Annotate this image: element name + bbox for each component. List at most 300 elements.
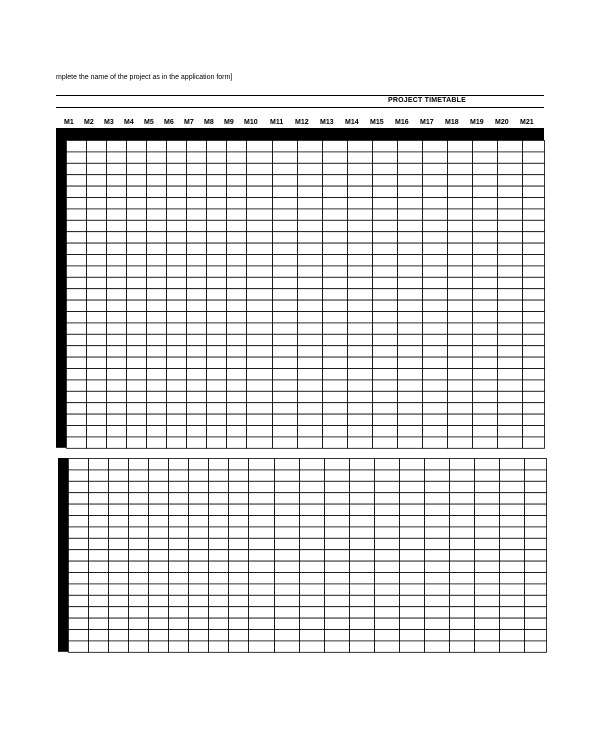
section-1-cell[interactable] bbox=[107, 312, 127, 323]
section-1-cell[interactable] bbox=[87, 266, 107, 277]
section-2-cell[interactable] bbox=[350, 504, 375, 515]
section-2-cell[interactable] bbox=[375, 573, 400, 584]
section-1-cell[interactable] bbox=[298, 175, 323, 186]
section-1-cell[interactable] bbox=[247, 232, 273, 243]
section-2-cell[interactable] bbox=[129, 481, 149, 492]
section-1-cell[interactable] bbox=[67, 346, 87, 357]
section-1-cell[interactable] bbox=[298, 357, 323, 368]
section-2-cell[interactable] bbox=[229, 618, 249, 629]
section-1-cell[interactable] bbox=[127, 277, 147, 288]
section-2-cell[interactable] bbox=[450, 607, 475, 618]
section-1-cell[interactable] bbox=[147, 414, 167, 425]
section-1-cell[interactable] bbox=[398, 232, 423, 243]
section-2-cell[interactable] bbox=[400, 481, 425, 492]
section-1-cell[interactable] bbox=[298, 163, 323, 174]
section-1-cell[interactable] bbox=[523, 323, 545, 334]
section-1-cell[interactable] bbox=[523, 426, 545, 437]
section-1-cell[interactable] bbox=[127, 403, 147, 414]
section-1-cell[interactable] bbox=[167, 243, 187, 254]
section-2-cell[interactable] bbox=[149, 618, 169, 629]
section-1-cell[interactable] bbox=[227, 312, 247, 323]
section-1-cell[interactable] bbox=[207, 426, 227, 437]
section-1-cell[interactable] bbox=[473, 209, 498, 220]
section-1-cell[interactable] bbox=[448, 141, 473, 152]
section-1-cell[interactable] bbox=[227, 266, 247, 277]
section-1-cell[interactable] bbox=[87, 163, 107, 174]
section-2-cell[interactable] bbox=[500, 561, 525, 572]
section-2-cell[interactable] bbox=[129, 573, 149, 584]
section-1-cell[interactable] bbox=[423, 391, 448, 402]
section-2-cell[interactable] bbox=[69, 504, 89, 515]
section-1-cell[interactable] bbox=[348, 323, 373, 334]
section-2-cell[interactable] bbox=[109, 493, 129, 504]
section-1-cell[interactable] bbox=[227, 437, 247, 448]
section-1-cell[interactable] bbox=[348, 141, 373, 152]
section-2-cell[interactable] bbox=[300, 584, 325, 595]
section-1-cell[interactable] bbox=[398, 346, 423, 357]
section-1-cell[interactable] bbox=[523, 277, 545, 288]
section-1-cell[interactable] bbox=[473, 220, 498, 231]
section-1-cell[interactable] bbox=[373, 186, 398, 197]
section-1-cell[interactable] bbox=[348, 312, 373, 323]
section-2-cell[interactable] bbox=[229, 538, 249, 549]
section-1-cell[interactable] bbox=[398, 437, 423, 448]
section-1-cell[interactable] bbox=[87, 391, 107, 402]
section-1-cell[interactable] bbox=[227, 198, 247, 209]
section-2-cell[interactable] bbox=[325, 561, 350, 572]
section-2-cell[interactable] bbox=[209, 641, 229, 652]
section-2-cell[interactable] bbox=[375, 618, 400, 629]
section-1-cell[interactable] bbox=[498, 312, 523, 323]
section-1-cell[interactable] bbox=[473, 346, 498, 357]
section-1-cell[interactable] bbox=[187, 232, 207, 243]
section-1-cell[interactable] bbox=[147, 312, 167, 323]
section-2-cell[interactable] bbox=[425, 527, 450, 538]
section-1-cell[interactable] bbox=[67, 163, 87, 174]
section-1-cell[interactable] bbox=[227, 220, 247, 231]
section-1-cell[interactable] bbox=[247, 346, 273, 357]
section-1-cell[interactable] bbox=[373, 312, 398, 323]
section-1-cell[interactable] bbox=[498, 369, 523, 380]
section-2-cell[interactable] bbox=[275, 459, 300, 470]
section-1-cell[interactable] bbox=[87, 346, 107, 357]
section-1-cell[interactable] bbox=[273, 414, 298, 425]
section-1-cell[interactable] bbox=[423, 300, 448, 311]
section-2-cell[interactable] bbox=[425, 493, 450, 504]
section-1-cell[interactable] bbox=[448, 198, 473, 209]
section-1-cell[interactable] bbox=[448, 289, 473, 300]
section-1-cell[interactable] bbox=[227, 152, 247, 163]
section-2-cell[interactable] bbox=[375, 493, 400, 504]
section-2-cell[interactable] bbox=[189, 618, 209, 629]
section-2-cell[interactable] bbox=[450, 470, 475, 481]
section-1-cell[interactable] bbox=[127, 346, 147, 357]
section-1-cell[interactable] bbox=[523, 437, 545, 448]
section-1-cell[interactable] bbox=[107, 414, 127, 425]
section-1-cell[interactable] bbox=[398, 141, 423, 152]
section-2-cell[interactable] bbox=[350, 630, 375, 641]
section-2-cell[interactable] bbox=[275, 641, 300, 652]
section-1-cell[interactable] bbox=[107, 277, 127, 288]
section-1-cell[interactable] bbox=[107, 380, 127, 391]
section-1-cell[interactable] bbox=[247, 266, 273, 277]
section-1-cell[interactable] bbox=[227, 426, 247, 437]
section-1-cell[interactable] bbox=[348, 357, 373, 368]
section-1-cell[interactable] bbox=[147, 369, 167, 380]
section-1-cell[interactable] bbox=[107, 266, 127, 277]
section-2-cell[interactable] bbox=[189, 504, 209, 515]
section-2-cell[interactable] bbox=[249, 538, 275, 549]
section-1-cell[interactable] bbox=[423, 255, 448, 266]
section-2-cell[interactable] bbox=[209, 459, 229, 470]
section-1-cell[interactable] bbox=[373, 209, 398, 220]
section-1-cell[interactable] bbox=[298, 209, 323, 220]
section-1-cell[interactable] bbox=[87, 186, 107, 197]
section-1-cell[interactable] bbox=[127, 323, 147, 334]
section-2-cell[interactable] bbox=[249, 561, 275, 572]
section-1-cell[interactable] bbox=[273, 357, 298, 368]
section-1-cell[interactable] bbox=[348, 346, 373, 357]
section-2-cell[interactable] bbox=[325, 470, 350, 481]
section-2-cell[interactable] bbox=[350, 481, 375, 492]
section-1-cell[interactable] bbox=[107, 163, 127, 174]
section-1-cell[interactable] bbox=[147, 289, 167, 300]
section-2-cell[interactable] bbox=[89, 516, 109, 527]
section-1-cell[interactable] bbox=[87, 198, 107, 209]
section-2-cell[interactable] bbox=[249, 573, 275, 584]
section-2-cell[interactable] bbox=[450, 538, 475, 549]
section-2-cell[interactable] bbox=[149, 630, 169, 641]
section-1-cell[interactable] bbox=[323, 175, 348, 186]
section-2-cell[interactable] bbox=[325, 641, 350, 652]
section-1-cell[interactable] bbox=[107, 141, 127, 152]
section-2-cell[interactable] bbox=[425, 641, 450, 652]
section-2-cell[interactable] bbox=[189, 527, 209, 538]
section-1-cell[interactable] bbox=[147, 357, 167, 368]
section-1-cell[interactable] bbox=[187, 312, 207, 323]
section-1-cell[interactable] bbox=[448, 357, 473, 368]
section-1-cell[interactable] bbox=[523, 186, 545, 197]
section-1-cell[interactable] bbox=[398, 334, 423, 345]
section-1-cell[interactable] bbox=[523, 334, 545, 345]
section-1-cell[interactable] bbox=[107, 243, 127, 254]
section-2-cell[interactable] bbox=[500, 618, 525, 629]
section-2-cell[interactable] bbox=[475, 630, 500, 641]
section-1-cell[interactable] bbox=[348, 198, 373, 209]
section-1-cell[interactable] bbox=[67, 312, 87, 323]
section-1-cell[interactable] bbox=[247, 391, 273, 402]
section-1-cell[interactable] bbox=[348, 369, 373, 380]
section-2-cell[interactable] bbox=[129, 527, 149, 538]
section-1-cell[interactable] bbox=[247, 141, 273, 152]
section-1-cell[interactable] bbox=[373, 266, 398, 277]
section-2-cell[interactable] bbox=[375, 550, 400, 561]
section-2-cell[interactable] bbox=[129, 584, 149, 595]
section-1-cell[interactable] bbox=[167, 369, 187, 380]
section-2-cell[interactable] bbox=[169, 550, 189, 561]
section-1-cell[interactable] bbox=[348, 277, 373, 288]
section-1-cell[interactable] bbox=[423, 243, 448, 254]
section-2-cell[interactable] bbox=[229, 584, 249, 595]
section-1-cell[interactable] bbox=[87, 380, 107, 391]
section-1-cell[interactable] bbox=[348, 163, 373, 174]
section-1-cell[interactable] bbox=[87, 175, 107, 186]
section-1-cell[interactable] bbox=[373, 152, 398, 163]
section-1-cell[interactable] bbox=[107, 369, 127, 380]
section-1-cell[interactable] bbox=[187, 141, 207, 152]
section-1-cell[interactable] bbox=[67, 243, 87, 254]
section-2-cell[interactable] bbox=[149, 584, 169, 595]
section-2-cell[interactable] bbox=[375, 504, 400, 515]
section-1-cell[interactable] bbox=[298, 243, 323, 254]
section-2-cell[interactable] bbox=[525, 550, 547, 561]
section-1-cell[interactable] bbox=[298, 152, 323, 163]
section-2-cell[interactable] bbox=[500, 538, 525, 549]
section-2-cell[interactable] bbox=[475, 459, 500, 470]
section-1-cell[interactable] bbox=[498, 175, 523, 186]
section-1-cell[interactable] bbox=[473, 380, 498, 391]
section-2-cell[interactable] bbox=[275, 481, 300, 492]
section-2-cell[interactable] bbox=[109, 538, 129, 549]
section-1-cell[interactable] bbox=[207, 346, 227, 357]
section-1-cell[interactable] bbox=[498, 357, 523, 368]
section-1-cell[interactable] bbox=[273, 220, 298, 231]
section-2-cell[interactable] bbox=[300, 516, 325, 527]
section-2-cell[interactable] bbox=[249, 618, 275, 629]
section-1-cell[interactable] bbox=[227, 380, 247, 391]
section-1-cell[interactable] bbox=[227, 277, 247, 288]
section-1-cell[interactable] bbox=[187, 300, 207, 311]
section-1-cell[interactable] bbox=[373, 414, 398, 425]
section-2-cell[interactable] bbox=[209, 538, 229, 549]
section-2-cell[interactable] bbox=[375, 516, 400, 527]
section-1-cell[interactable] bbox=[67, 289, 87, 300]
section-1-cell[interactable] bbox=[473, 426, 498, 437]
section-1-cell[interactable] bbox=[87, 277, 107, 288]
section-2-cell[interactable] bbox=[89, 618, 109, 629]
section-1-cell[interactable] bbox=[147, 426, 167, 437]
section-1-cell[interactable] bbox=[498, 391, 523, 402]
section-1-cell[interactable] bbox=[127, 334, 147, 345]
section-2-cell[interactable] bbox=[89, 481, 109, 492]
section-1-cell[interactable] bbox=[298, 255, 323, 266]
section-2-cell[interactable] bbox=[109, 584, 129, 595]
section-1-cell[interactable] bbox=[107, 334, 127, 345]
section-2-cell[interactable] bbox=[500, 595, 525, 606]
section-2-cell[interactable] bbox=[475, 493, 500, 504]
section-1-cell[interactable] bbox=[187, 380, 207, 391]
section-2-cell[interactable] bbox=[525, 538, 547, 549]
section-1-cell[interactable] bbox=[398, 414, 423, 425]
section-1-cell[interactable] bbox=[207, 220, 227, 231]
section-1-cell[interactable] bbox=[273, 277, 298, 288]
section-2-cell[interactable] bbox=[209, 470, 229, 481]
section-2-cell[interactable] bbox=[69, 527, 89, 538]
section-1-cell[interactable] bbox=[523, 175, 545, 186]
section-2-cell[interactable] bbox=[275, 504, 300, 515]
section-1-cell[interactable] bbox=[523, 163, 545, 174]
section-2-cell[interactable] bbox=[350, 516, 375, 527]
section-1-cell[interactable] bbox=[348, 186, 373, 197]
section-2-cell[interactable] bbox=[375, 630, 400, 641]
section-1-cell[interactable] bbox=[87, 323, 107, 334]
section-2-cell[interactable] bbox=[149, 561, 169, 572]
section-2-cell[interactable] bbox=[275, 573, 300, 584]
section-1-cell[interactable] bbox=[473, 163, 498, 174]
section-2-cell[interactable] bbox=[300, 595, 325, 606]
section-1-cell[interactable] bbox=[398, 300, 423, 311]
section-2-cell[interactable] bbox=[475, 527, 500, 538]
section-2-cell[interactable] bbox=[169, 607, 189, 618]
section-1-cell[interactable] bbox=[107, 357, 127, 368]
section-1-cell[interactable] bbox=[167, 232, 187, 243]
section-1-cell[interactable] bbox=[247, 369, 273, 380]
section-1-cell[interactable] bbox=[298, 232, 323, 243]
section-1-cell[interactable] bbox=[448, 209, 473, 220]
section-1-cell[interactable] bbox=[473, 403, 498, 414]
section-1-cell[interactable] bbox=[498, 255, 523, 266]
section-1-cell[interactable] bbox=[323, 220, 348, 231]
section-1-cell[interactable] bbox=[323, 186, 348, 197]
section-2-cell[interactable] bbox=[300, 573, 325, 584]
section-1-cell[interactable] bbox=[227, 346, 247, 357]
section-1-cell[interactable] bbox=[498, 289, 523, 300]
section-1-cell[interactable] bbox=[187, 289, 207, 300]
section-1-cell[interactable] bbox=[107, 232, 127, 243]
section-2-cell[interactable] bbox=[109, 595, 129, 606]
section-1-cell[interactable] bbox=[227, 323, 247, 334]
section-1-cell[interactable] bbox=[167, 357, 187, 368]
section-2-cell[interactable] bbox=[500, 493, 525, 504]
section-2-cell[interactable] bbox=[525, 493, 547, 504]
section-2-cell[interactable] bbox=[169, 618, 189, 629]
section-1-cell[interactable] bbox=[523, 380, 545, 391]
section-1-cell[interactable] bbox=[187, 163, 207, 174]
section-1-cell[interactable] bbox=[187, 243, 207, 254]
section-1-cell[interactable] bbox=[373, 277, 398, 288]
section-1-cell[interactable] bbox=[373, 334, 398, 345]
section-2-cell[interactable] bbox=[249, 607, 275, 618]
section-1-cell[interactable] bbox=[448, 175, 473, 186]
section-1-cell[interactable] bbox=[147, 277, 167, 288]
section-2-cell[interactable] bbox=[450, 550, 475, 561]
section-2-cell[interactable] bbox=[525, 516, 547, 527]
section-1-cell[interactable] bbox=[423, 266, 448, 277]
section-1-cell[interactable] bbox=[398, 323, 423, 334]
section-1-cell[interactable] bbox=[448, 163, 473, 174]
section-2-cell[interactable] bbox=[89, 538, 109, 549]
section-1-cell[interactable] bbox=[423, 334, 448, 345]
section-1-cell[interactable] bbox=[298, 323, 323, 334]
section-2-cell[interactable] bbox=[450, 527, 475, 538]
section-2-cell[interactable] bbox=[249, 527, 275, 538]
section-2-cell[interactable] bbox=[189, 584, 209, 595]
section-1-cell[interactable] bbox=[473, 414, 498, 425]
section-1-cell[interactable] bbox=[398, 198, 423, 209]
section-2-cell[interactable] bbox=[189, 538, 209, 549]
section-1-cell[interactable] bbox=[127, 141, 147, 152]
section-1-cell[interactable] bbox=[247, 414, 273, 425]
section-1-cell[interactable] bbox=[423, 141, 448, 152]
section-1-cell[interactable] bbox=[107, 186, 127, 197]
section-2-cell[interactable] bbox=[149, 550, 169, 561]
section-2-cell[interactable] bbox=[275, 493, 300, 504]
section-1-cell[interactable] bbox=[323, 198, 348, 209]
section-1-cell[interactable] bbox=[167, 163, 187, 174]
section-1-cell[interactable] bbox=[398, 277, 423, 288]
section-1-cell[interactable] bbox=[207, 277, 227, 288]
section-1-cell[interactable] bbox=[523, 198, 545, 209]
section-1-cell[interactable] bbox=[323, 300, 348, 311]
section-2-cell[interactable] bbox=[450, 630, 475, 641]
section-1-cell[interactable] bbox=[473, 243, 498, 254]
section-1-cell[interactable] bbox=[298, 220, 323, 231]
section-2-cell[interactable] bbox=[229, 527, 249, 538]
section-1-cell[interactable] bbox=[147, 403, 167, 414]
section-1-cell[interactable] bbox=[107, 323, 127, 334]
section-1-cell[interactable] bbox=[247, 426, 273, 437]
section-1-cell[interactable] bbox=[498, 277, 523, 288]
section-1-cell[interactable] bbox=[147, 243, 167, 254]
section-1-cell[interactable] bbox=[498, 163, 523, 174]
section-1-cell[interactable] bbox=[448, 232, 473, 243]
section-2-cell[interactable] bbox=[249, 516, 275, 527]
section-2-cell[interactable] bbox=[89, 607, 109, 618]
section-2-cell[interactable] bbox=[325, 550, 350, 561]
section-1-cell[interactable] bbox=[67, 357, 87, 368]
section-1-cell[interactable] bbox=[247, 334, 273, 345]
section-2-cell[interactable] bbox=[189, 481, 209, 492]
section-1-cell[interactable] bbox=[167, 346, 187, 357]
section-2-cell[interactable] bbox=[475, 618, 500, 629]
section-2-cell[interactable] bbox=[325, 493, 350, 504]
section-2-cell[interactable] bbox=[69, 481, 89, 492]
section-1-cell[interactable] bbox=[273, 403, 298, 414]
section-1-cell[interactable] bbox=[373, 198, 398, 209]
section-2-cell[interactable] bbox=[149, 595, 169, 606]
section-1-cell[interactable] bbox=[323, 391, 348, 402]
section-2-cell[interactable] bbox=[209, 630, 229, 641]
section-1-cell[interactable] bbox=[298, 334, 323, 345]
section-1-cell[interactable] bbox=[423, 414, 448, 425]
section-2-cell[interactable] bbox=[209, 573, 229, 584]
section-2-cell[interactable] bbox=[129, 595, 149, 606]
section-2-cell[interactable] bbox=[400, 516, 425, 527]
section-2-cell[interactable] bbox=[249, 595, 275, 606]
section-2-cell[interactable] bbox=[169, 573, 189, 584]
section-1-cell[interactable] bbox=[187, 277, 207, 288]
section-2-cell[interactable] bbox=[69, 561, 89, 572]
section-2-cell[interactable] bbox=[89, 527, 109, 538]
section-2-cell[interactable] bbox=[450, 595, 475, 606]
section-1-cell[interactable] bbox=[423, 323, 448, 334]
section-2-cell[interactable] bbox=[189, 561, 209, 572]
section-2-cell[interactable] bbox=[209, 584, 229, 595]
section-1-cell[interactable] bbox=[348, 403, 373, 414]
section-1-cell[interactable] bbox=[107, 289, 127, 300]
section-2-cell[interactable] bbox=[500, 550, 525, 561]
section-2-cell[interactable] bbox=[89, 504, 109, 515]
section-1-cell[interactable] bbox=[323, 255, 348, 266]
section-2-cell[interactable] bbox=[300, 459, 325, 470]
section-1-cell[interactable] bbox=[167, 209, 187, 220]
section-1-cell[interactable] bbox=[373, 220, 398, 231]
section-1-cell[interactable] bbox=[398, 357, 423, 368]
section-2-cell[interactable] bbox=[109, 550, 129, 561]
section-2-cell[interactable] bbox=[209, 618, 229, 629]
section-1-cell[interactable] bbox=[107, 426, 127, 437]
section-2-cell[interactable] bbox=[169, 504, 189, 515]
